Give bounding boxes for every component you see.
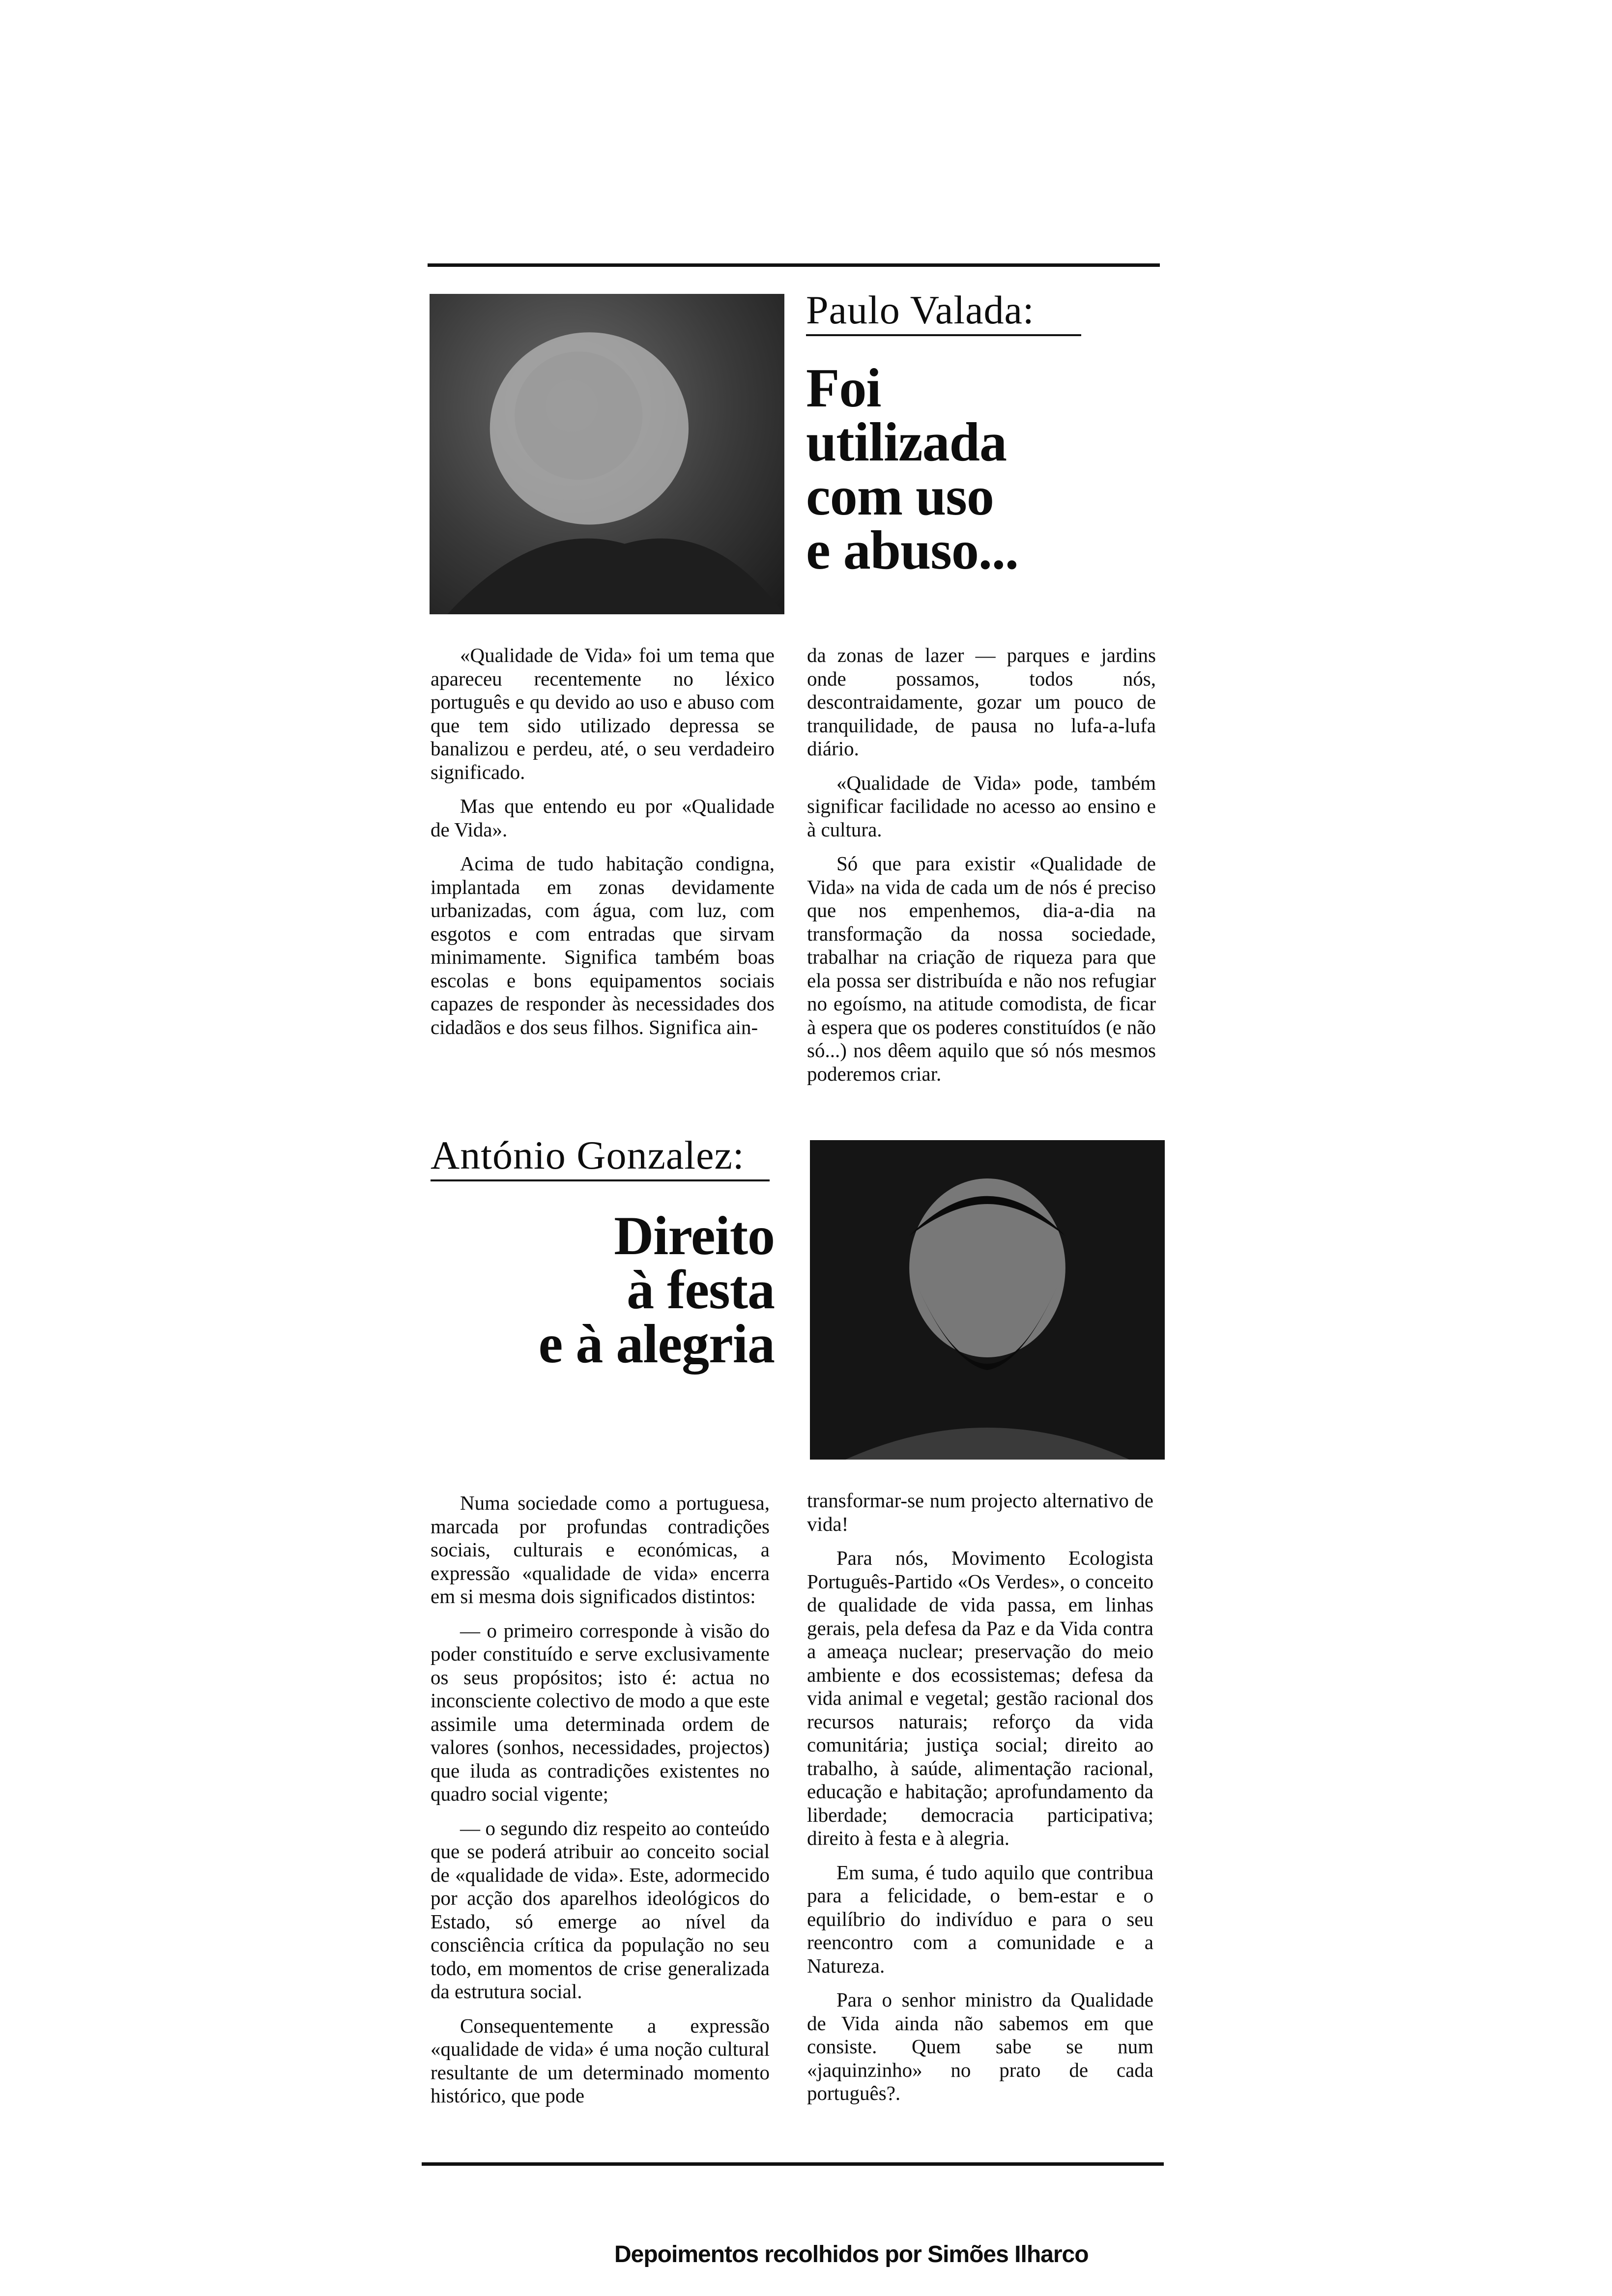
headline-article-1 [806, 358, 1150, 581]
headline-1-line-4: e abuso... [806, 520, 1018, 581]
paragraph: Acima de tudo habitação condigna, implantada em zonas devidamente urbanizadas, com água, com luz, com esgotos e com entradas que sirvam minimamente. Significa também boas escolas e bons equipamentos sociais capazes de responder às necessidades dos cidadãos e dos seus filhos. Significa ain- [431, 852, 775, 1038]
headline-1-line-1: Foi [806, 358, 881, 419]
portrait-photo-paulo-valada [430, 294, 784, 614]
portrait-photo-antonio-gonzalez [810, 1140, 1165, 1460]
paragraph: transformar-se num projecto alternativo de vida! [807, 1489, 1153, 1535]
paragraph: — o segundo diz respeito ao conteúdo que se poderá atribuir ao conceito social de «qualidade de vida». Este, adormecido por acção dos aparelhos ideológicos do Estado, só emerge ao nível da consciência crítica da população no seu todo, em momentos de crise generalizada da estrutura social. [431, 1816, 770, 2003]
paragraph: da zonas de lazer — parques e jardins onde possamos, todos nós, descontraidamente, gozar um pouco de tranquilidade, de pausa no lufa-a-lufa diário. [807, 644, 1156, 760]
paragraph: Para nós, Movimento Ecologista Português-Partido «Os Verdes», o conceito de qualidade de vida passa, em linhas gerais, pela defesa da Paz e da Vida contra a ameaça nuclear; preservação do meio ambiente e dos ecossistemas; defesa da vida animal e vegetal; gestão racional dos recursos naturais; reforço da vida comunitária; justiça social; direito ao trabalho, à saúde, alimentação racional, educação e habitação; aprofundamento da liberdade; democracia participativa; direito à festa e à alegria. [807, 1547, 1153, 1849]
byline-underline-1 [806, 334, 1081, 336]
paragraph: Para o senhor ministro da Qualidade de Vida ainda não sabemos em que consiste. Quem sabe se num «jaquinzinho» no prato de cada português?. [807, 1988, 1153, 2104]
byline-paulo-valada: Paulo Valada: [806, 287, 1035, 332]
article-2-left-column [431, 1492, 770, 2119]
paragraph: — o primeiro corresponde à visão do poder constituído e serve exclusivamente os seus propósitos; isto é: actua no inconsciente colectivo de modo a que este assimile uma determinada ordem de valores (sonhos, necessidades, projectos) que iluda as contradições existentes no quadro social vigente; [431, 1619, 770, 1805]
paragraph: Consequentemente a expressão «qualidade de vida» é uma noção cultural resultante de um determinado momento histórico, que pode [431, 2014, 770, 2107]
paragraph: «Qualidade de Vida» foi um tema que apareceu recentemente no léxico português e qu devido ao uso e abuso com que tem sido utilizado depressa se banalizou e perdeu, até, o seu verdadeiro significado. [431, 644, 775, 783]
credit-line: Depoimentos recolhidos por Simões Ilharco [614, 2241, 1089, 2267]
headline-2-line-1: Direito [614, 1205, 775, 1266]
paragraph: Mas que entendo eu por «Qualidade de Vida». [431, 795, 775, 841]
article-1-right-column [807, 644, 1156, 1096]
headline-2-line-2: à festa [627, 1260, 775, 1320]
headline-1-line-2: utilizada [806, 412, 1007, 473]
paragraph: Só que para existir «Qualidade de Vida» na vida de cada um de nós é preciso que nos empenhemos, dia-a-dia na transformação da nossa sociedade, trabalhar na criação de riqueza para que ela possa ser distribuída e não nos refugiar no egoísmo, na atitude comodista, de ficar à espera que os poderes constituídos (e não só...) nos dêem aquilo que só nós mesmos poderemos criar. [807, 852, 1156, 1085]
article-1-left-column [431, 644, 775, 1050]
paragraph: Em suma, é tudo aquilo que contribua para a felicidade, o bem-estar e o equilíbrio do indivíduo e para o seu reencontro com a comunidade e a Natureza. [807, 1861, 1153, 1977]
byline-antonio-gonzalez: António Gonzalez: [431, 1133, 745, 1177]
paragraph: Numa sociedade como a portuguesa, marcada por profundas contradições sociais, culturais e económicas, a expressão «qualidade de vida» encerra em si mesma dois significados distintos: [431, 1492, 770, 1607]
article-2-right-column [807, 1489, 1153, 2116]
headline-article-2 [431, 1205, 775, 1375]
headline-1-line-3: com uso [806, 466, 994, 527]
headline-2-line-3: e à alegria [538, 1314, 775, 1375]
top-rule [428, 263, 1160, 267]
bottom-rule [422, 2162, 1164, 2166]
byline-underline-2 [431, 1179, 770, 1181]
paragraph: «Qualidade de Vida» pode, também significar facilidade no acesso ao ensino e à cultura. [807, 771, 1156, 841]
